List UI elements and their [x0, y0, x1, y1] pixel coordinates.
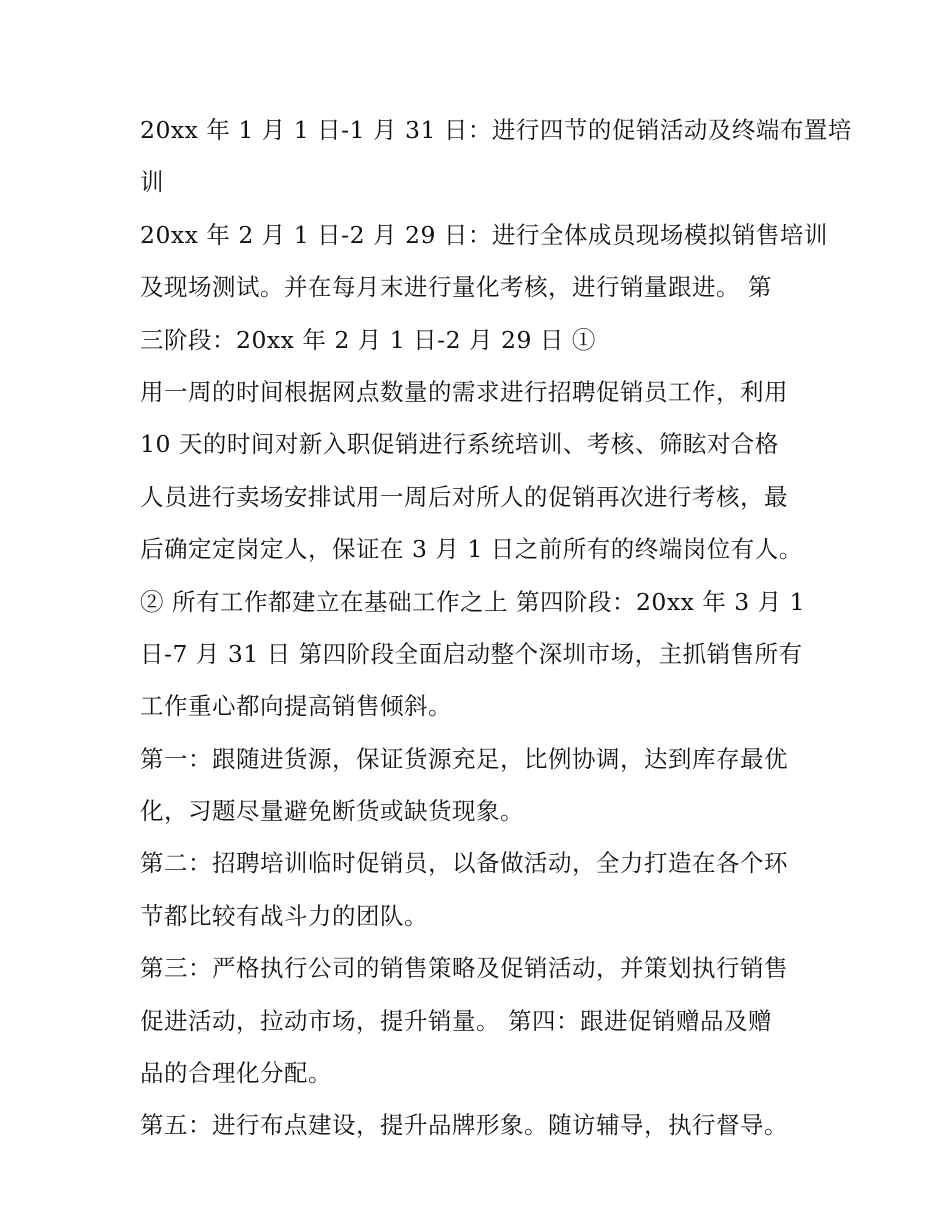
text-line: 训 [140, 168, 164, 197]
text-line: ② 所有工作都建立在基础工作之上 第四阶段：20xx 年 3 月 1 [140, 587, 806, 616]
text-line: 20xx 年 2 月 1 日-2 月 29 日：进行全体成员现场模拟销售培训 [140, 220, 828, 249]
text-line: 及现场测试。并在每月末进行量化考核，进行销量跟进。 第 [140, 273, 772, 302]
text-line: 第一：跟随进货源，保证货源充足，比例协调，达到库存最优 [140, 744, 788, 773]
text-line: 工作重心都向提高销售倾斜。 [140, 692, 452, 721]
text-line: 第二：招聘培训临时促销员，以备做活动，全力打造在各个环 [140, 849, 788, 878]
text-line: 三阶段：20xx 年 2 月 1 日-2 月 29 日 ① [140, 325, 596, 354]
text-line: 品的合理化分配。 [140, 1059, 332, 1088]
text-line: 人员进行卖场安排试用一周后对所人的促销再次进行考核，最 [140, 482, 788, 511]
text-line: 后确定定岗定人，保证在 3 月 1 日之前所有的终端岗位有人。 [140, 535, 803, 564]
text-line: 第五：进行布点建设，提升品牌形象。随访辅导，执行督导。 [140, 1111, 788, 1140]
text-line: 节都比较有战斗力的团队。 [140, 901, 428, 930]
text-line: 10 天的时间对新入职促销进行系统培训、考核、筛眩对合格 [140, 430, 779, 459]
text-line: 20xx 年 1 月 1 日-1 月 31 日：进行四节的促销活动及终端布置培 [140, 116, 852, 144]
text-line: 化，习题尽量避免断货或缺货现象。 [140, 797, 524, 826]
text-line: 用一周的时间根据网点数量的需求进行招聘促销员工作，利用 [140, 377, 788, 406]
text-line: 促进活动，拉动市场，提升销量。 第四：跟进促销赠品及赠 [140, 1006, 772, 1035]
text-line: 第三：严格执行公司的销售策略及促销活动，并策划执行销售 [140, 954, 788, 983]
text-line: 日-7 月 31 日 第四阶段全面启动整个深圳市场，主抓销售所有 [140, 639, 803, 668]
document-body [140, 104, 852, 1152]
